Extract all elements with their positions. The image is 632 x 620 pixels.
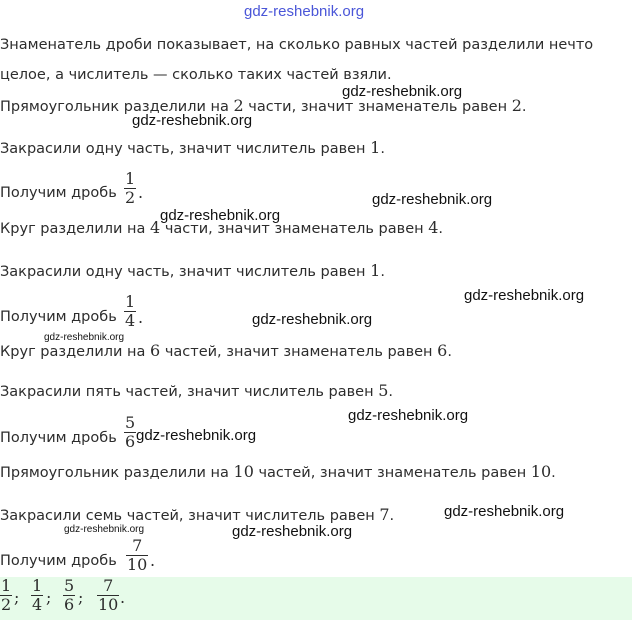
block-2-result-end: . [138, 308, 144, 327]
watermark-6: gdz-reshebnik.org [252, 311, 373, 328]
answer-3-sep: ; [78, 588, 84, 607]
block-2-divided-text: Круг разделили на [0, 221, 151, 237]
watermark-5: gdz-reshebnik.org [464, 287, 585, 304]
block-4-numerator: 7 [132, 537, 143, 555]
watermark-3: gdz-reshebnik.org [372, 191, 493, 208]
block-2-shaded [0, 261, 385, 282]
block-2-result [0, 307, 117, 327]
block-3-shaded-num: 5 [378, 381, 389, 400]
answer-3-numerator: 5 [64, 576, 75, 595]
block-3-divided [0, 341, 452, 362]
block-3-denominator: 6 [125, 432, 136, 451]
block-1-fraction [124, 170, 136, 213]
block-3-divided-text: Круг разделили на [0, 344, 151, 360]
block-1-divided-num: 2 [233, 96, 244, 115]
block-2-shaded-num: 1 [370, 261, 381, 280]
answer-fraction-3 [63, 577, 75, 614]
block-4-divided-text: Прямоугольник разделили на [0, 465, 234, 481]
block-2-divided-text-b: части, значит знаменатель равен [160, 221, 429, 237]
watermark-1: gdz-reshebnik.org [342, 83, 463, 100]
block-1-shaded-num: 1 [370, 138, 381, 157]
watermark-top: gdz-reshebnik.org [244, 3, 365, 20]
answer-box [0, 577, 632, 620]
block-2-fraction [124, 293, 136, 333]
block-2-shaded-text: Закрасили одну часть, значит числитель равен [0, 264, 371, 280]
block-4-divided [0, 462, 556, 483]
answer-4-denominator: 10 [98, 595, 119, 614]
answer-1-sep: ; [14, 588, 20, 607]
block-2-divided-num2: 4 [428, 218, 439, 237]
block-1-divided-num2: 2 [511, 96, 522, 115]
block-2-result-text: Получим дробь [0, 309, 117, 325]
block-4-divided-text-b: частей, значит знаменатель равен [253, 465, 531, 481]
block-1-shaded-end: . [380, 141, 385, 157]
answer-3-denominator: 6 [64, 595, 75, 614]
block-3-shaded-text: Закрасили пять частей, значит числитель равен [0, 384, 379, 400]
block-4-fraction [126, 537, 148, 579]
block-4-shaded-text: Закрасили семь частей, значит числитель равен [0, 508, 380, 524]
block-4-result-text: Получим дробь [0, 553, 117, 569]
block-4-shaded-end: . [389, 508, 395, 524]
watermark-small-1: gdz-reshebnik.org [44, 332, 125, 343]
watermark-4: gdz-reshebnik.org [160, 207, 281, 224]
answer-1-numerator: 1 [1, 576, 12, 595]
watermark-8: gdz-reshebnik.org [136, 427, 257, 444]
block-4-divided-num2: 10 [530, 462, 552, 481]
block-1-shaded [0, 138, 385, 159]
block-3-shaded-end: . [388, 384, 393, 400]
intro-line-2: целое, а числитель — сколько таких частей взяли. [0, 67, 392, 83]
block-1-numerator: 1 [125, 170, 136, 188]
block-3-divided-num: 6 [150, 341, 161, 360]
block-2-denominator: 4 [125, 311, 136, 330]
block-4-denominator: 10 [127, 555, 148, 574]
answer-fraction-2 [31, 577, 43, 614]
block-4-divided-num: 10 [233, 462, 254, 481]
block-3-fraction [124, 414, 136, 456]
block-4-divided-end: . [551, 465, 556, 481]
block-2-divided-end: . [438, 221, 443, 237]
answer-2-numerator: 1 [32, 576, 43, 595]
answer-fraction-1 [0, 577, 12, 614]
block-1-divided-text: Прямоугольник разделили на [0, 99, 234, 115]
watermark-9: gdz-reshebnik.org [444, 503, 565, 520]
block-2-divided-num: 4 [150, 218, 161, 237]
block-1-divided-text-b: части, значит знаменатель равен [243, 99, 512, 115]
block-2-shaded-end: . [380, 264, 385, 280]
block-3-numerator: 5 [125, 414, 136, 432]
block-3-result-text: Получим дробь [0, 430, 117, 446]
answer-fraction-4 [97, 577, 119, 614]
block-3-result [0, 428, 117, 448]
block-3-divided-text-b: частей, значит знаменатель равен [160, 344, 438, 360]
block-1-denominator: 2 [125, 188, 136, 207]
block-1-result-end: . [138, 183, 144, 202]
watermark-2: gdz-reshebnik.org [132, 112, 253, 129]
block-2-numerator: 1 [125, 293, 136, 311]
block-1-shaded-text: Закрасили одну часть, значит числитель равен [0, 141, 371, 157]
block-1-result [0, 183, 117, 203]
block-3-shaded [0, 381, 393, 402]
watermark-10: gdz-reshebnik.org [232, 523, 353, 540]
block-1-result-text: Получим дробь [0, 185, 117, 201]
watermark-7: gdz-reshebnik.org [348, 407, 469, 424]
block-4-shaded-num: 7 [379, 505, 390, 524]
answer-1-denominator: 2 [1, 595, 12, 614]
block-4-result [0, 551, 117, 571]
block-4-result-end: . [150, 551, 156, 570]
answer-2-denominator: 4 [32, 595, 43, 614]
intro-line-1: Знаменатель дроби показывает, на сколько равных частей разделили нечто [0, 37, 594, 53]
watermark-small-2: gdz-reshebnik.org [64, 524, 145, 535]
block-1-divided-end: . [521, 99, 527, 115]
answer-2-sep: ; [46, 588, 52, 607]
answer-4-numerator: 7 [103, 576, 114, 595]
block-3-divided-end: . [447, 344, 452, 360]
block-3-divided-num2: 6 [437, 341, 448, 360]
answer-4-sep: . [120, 588, 126, 607]
